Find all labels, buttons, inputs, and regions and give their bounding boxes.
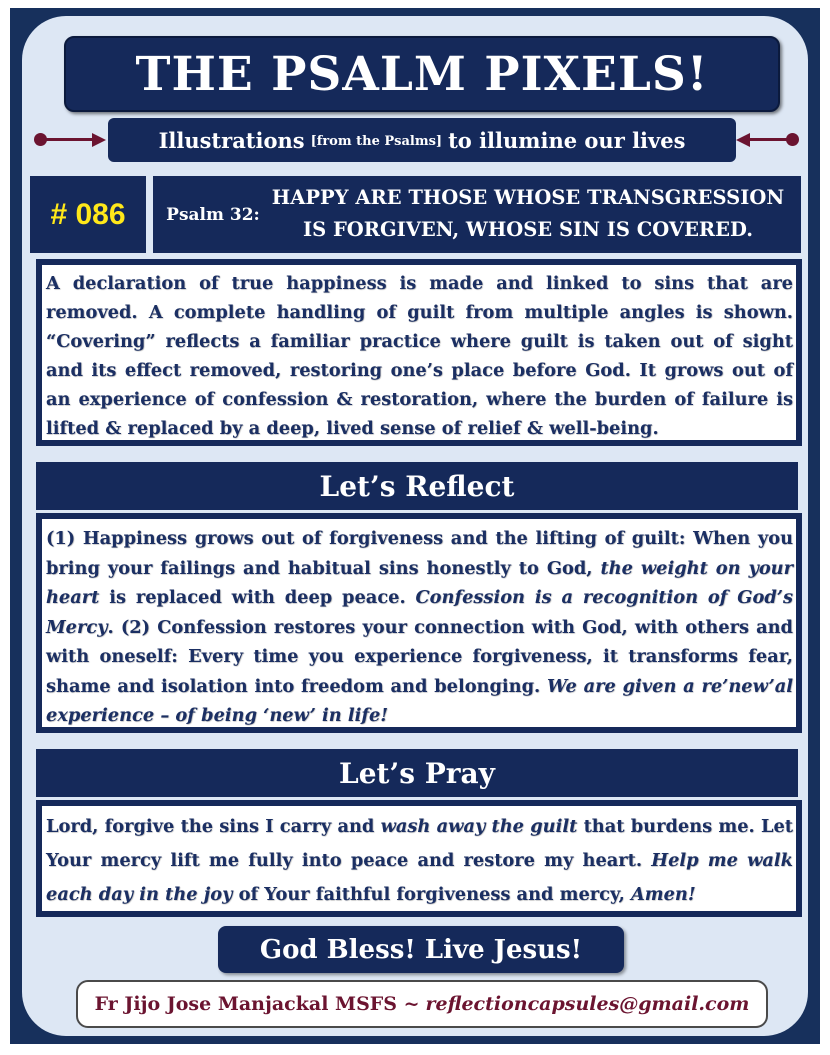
pray-emphasis-1: wash away the guilt — [380, 816, 578, 837]
left-arrow-icon — [34, 133, 108, 147]
intro-text-box — [36, 259, 802, 446]
subtitle-end: to illumine our lives — [448, 127, 686, 153]
psalm-title-line2: IS FORGIVEN, WHOSE SIN IS COVERED. — [302, 218, 754, 241]
psalm-title-line1: HAPPY ARE THOSE WHOSE TRANSGRESSION — [271, 186, 785, 209]
psalm-number-badge — [30, 176, 146, 253]
subtitle-small: [from the Psalms] — [310, 133, 443, 149]
pray-text-1: Lord, forgive the sins I carry and — [46, 816, 375, 837]
poster-title — [64, 36, 780, 112]
pray-text-3: of Your faithful forgiveness and mercy, — [238, 884, 625, 905]
author-footer — [76, 980, 768, 1028]
pray-heading-text: Let’s Pray — [339, 756, 495, 790]
reflect-text-3: . (2) Confession restores your connection with God, with others and with oneself: Every time you experience forgiveness, it transforms fear, shame and isolation into freedom and belonging. — [46, 616, 793, 697]
poster-background — [22, 16, 808, 1036]
author-email: reflectioncapsules@gmail.com — [425, 993, 750, 1015]
reflect-emphasis-3: We are given a re’new’al experience – of being ‘new’ in life! — [46, 675, 793, 726]
title-text: THE PSALM PIXELS! — [135, 46, 709, 102]
poster-frame — [10, 8, 820, 1044]
intro-text: A declaration of true happiness is made and linked to sins that are removed. A complete handling of guilt from multiple angles is shown. “Covering” reflects a familiar practice where guilt is taken out of sight and its effect removed, restoring one’s place before God. It grows out of an experience of confession & restoration, where the burden of failure is lifted & replaced by a deep, lived sense of relief & well-being. — [46, 273, 793, 439]
psalm-reference: Psalm 32: — [166, 204, 260, 225]
reflect-heading — [36, 462, 798, 510]
right-arrow-icon — [736, 133, 800, 147]
pray-emphasis-3: Amen! — [630, 884, 696, 905]
reflect-text-2: is replaced with deep peace. — [109, 587, 406, 608]
psalm-title-banner — [153, 176, 801, 253]
reflect-heading-text: Let’s Reflect — [319, 469, 515, 503]
reflect-text-1: (1) Happiness grows out of forgiveness and the lifting of guilt: When you bring your failings and habitual sins honestly to God, — [46, 528, 793, 579]
pray-emphasis-2: Help me walk each day in the joy — [46, 850, 793, 905]
reflect-emphasis-1: the weight on your heart — [46, 557, 793, 608]
pray-text-2: that burdens me. Let Your mercy lift me fully into peace and restore my heart. — [46, 816, 793, 871]
reflect-emphasis-2: Confession is a recognition of God’s Mercy — [46, 587, 793, 638]
reflect-text-box — [36, 513, 802, 733]
blessing-text: God Bless! Live Jesus! — [259, 934, 583, 965]
pray-heading — [36, 749, 798, 797]
psalm-number: # 086 — [50, 197, 126, 231]
subtitle-main: Illustrations — [158, 127, 305, 153]
subtitle-banner — [108, 118, 736, 162]
pray-text-box — [36, 800, 802, 917]
author-name: Fr Jijo Jose Manjackal MSFS ~ — [94, 993, 420, 1015]
psalm-title — [263, 182, 793, 246]
blessing-banner — [218, 926, 624, 973]
